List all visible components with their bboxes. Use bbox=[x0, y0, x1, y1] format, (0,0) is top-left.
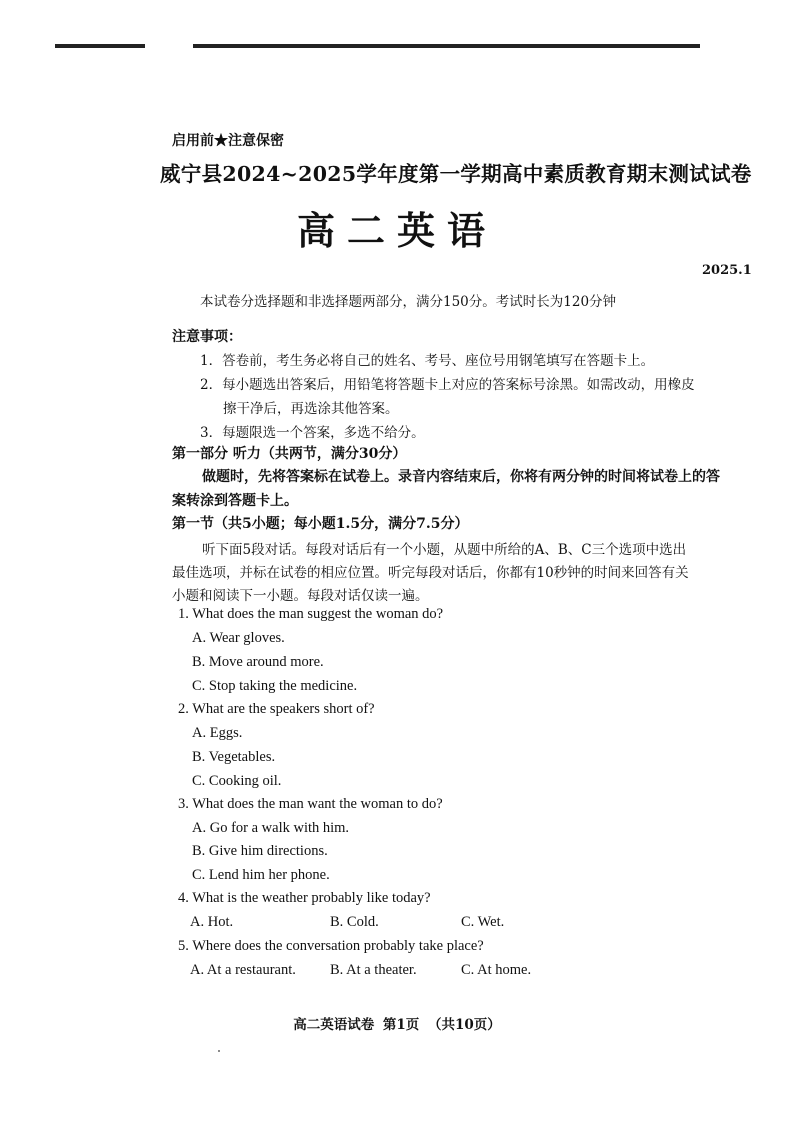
notice-item-2: 2．每小题选出答案后，用铅笔将答题卡上对应的答案标号涂黑。如需改动，用橡皮 bbox=[200, 377, 695, 393]
question-4-option-a: A. Hot. bbox=[190, 914, 234, 930]
page-footer: 高二英语试卷 第1页 （共10页） bbox=[293, 1017, 501, 1033]
part1-instruction-1: 做题时，先将答案标在试卷上。录音内容结束后，你将有两分钟的时间将试卷上的答 bbox=[202, 469, 720, 485]
part1-heading: 第一部分 听力（共两节，满分30分） bbox=[172, 446, 407, 462]
notice-heading: 注意事项： bbox=[172, 329, 242, 345]
subject-title: 高二英语 bbox=[296, 208, 497, 253]
question-3-stem: 3. What does the man want the woman to do? bbox=[178, 796, 443, 812]
question-4-option-c: C. Wet. bbox=[461, 914, 505, 930]
notice-item-1: 1．答卷前，考生务必将自己的姓名、考号、座位号用钢笔填写在答题卡上。 bbox=[200, 353, 655, 369]
question-2-stem: 2. What are the speakers short of? bbox=[178, 701, 375, 717]
scan-speck bbox=[218, 1050, 220, 1052]
question-5-option-b: B. At a theater. bbox=[330, 962, 417, 978]
question-3-option-c: C. Lend him her phone. bbox=[192, 867, 330, 883]
notice-item-2-cont: 擦干净后，再选涂其他答案。 bbox=[223, 401, 399, 417]
exam-date: 2025.1 bbox=[702, 263, 752, 278]
question-2-option-c: C. Cooking oil. bbox=[192, 773, 282, 789]
question-2-option-b: B. Vegetables. bbox=[192, 749, 276, 765]
exam-info: 本试卷分选择题和非选择题两部分，满分150分。考试时长为120分钟 bbox=[200, 294, 617, 310]
question-4-stem: 4. What is the weather probably like today? bbox=[178, 890, 431, 906]
question-5-option-a: A. At a restaurant. bbox=[190, 962, 296, 978]
question-1-stem: 1. What does the man suggest the woman do? bbox=[178, 606, 444, 622]
question-1-option-b: B. Move around more. bbox=[192, 654, 324, 670]
notice-item-3: 3．每题限选一个答案，多选不给分。 bbox=[200, 425, 425, 441]
question-1-option-c: C. Stop taking the medicine. bbox=[192, 678, 358, 694]
section1-heading: 第一节（共5小题；每小题1.5分，满分7.5分） bbox=[172, 516, 469, 532]
exam-title: 威宁县2024~2025学年度第一学期高中素质教育期末测试试卷 bbox=[160, 162, 752, 186]
confidential-label: 启用前★注意保密 bbox=[172, 133, 284, 149]
question-5-stem: 5. Where does the conversation probably take place? bbox=[178, 938, 484, 954]
question-1-option-a: A. Wear gloves. bbox=[192, 630, 285, 646]
section1-instruction-3: 小题和阅读下一小题。每段对话仅读一遍。 bbox=[172, 588, 429, 604]
section1-instruction-1: 听下面5段对话。每段对话后有一个小题，从题中所给的A、B、C三个选项中选出 bbox=[202, 542, 687, 558]
question-4-option-b: B. Cold. bbox=[330, 914, 379, 930]
top-rule-gap bbox=[145, 44, 193, 48]
part1-instruction-2: 案转涂到答题卡上。 bbox=[172, 493, 298, 509]
question-2-option-a: A. Eggs. bbox=[192, 725, 243, 741]
section1-instruction-2: 最佳选项，并标在试卷的相应位置。听完每段对话后，你都有10秒钟的时间来回答有关 bbox=[172, 565, 689, 581]
question-5-option-c: C. At home. bbox=[461, 962, 532, 978]
question-3-option-a: A. Go for a walk with him. bbox=[192, 820, 350, 836]
question-3-option-b: B. Give him directions. bbox=[192, 843, 328, 859]
